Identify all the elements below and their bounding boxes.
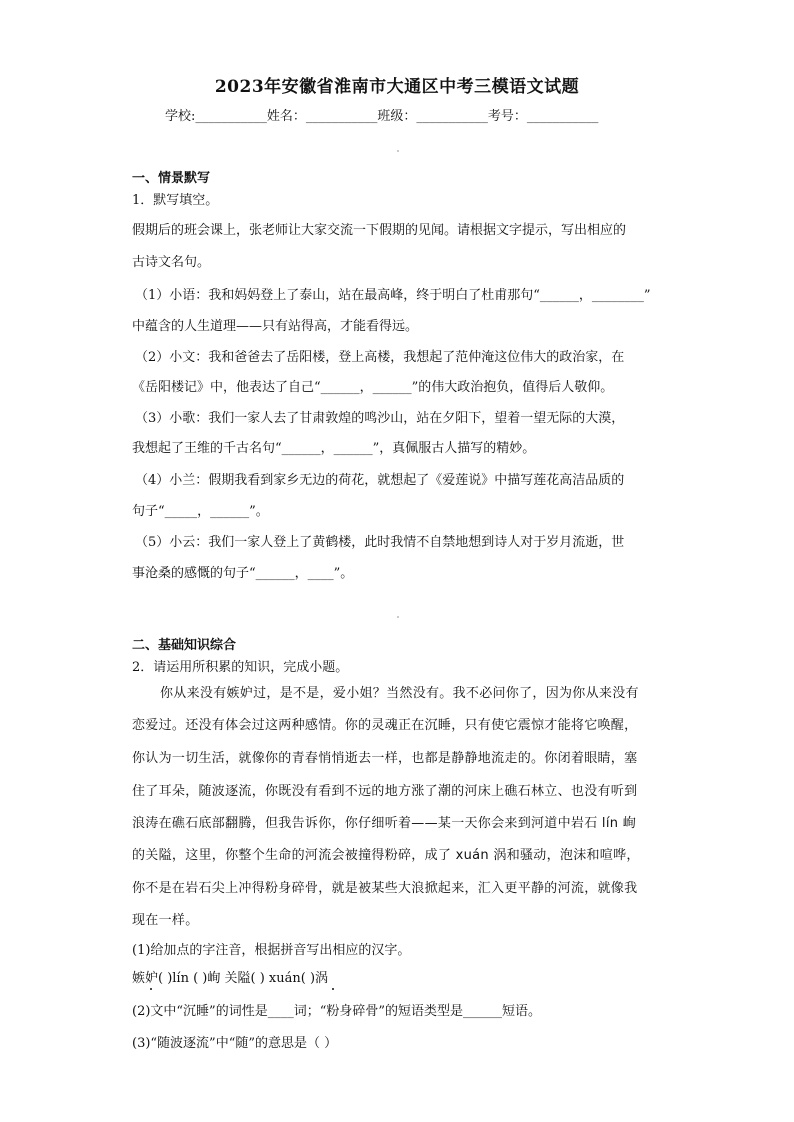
- passage-line-7: 你不是在岩石尖上冲得粉身碎骨，就是被某些大浪掀起来，汇入更平静的河流，就像我: [132, 881, 638, 896]
- sub-question-1-prompt: (1)给加点的字注音，根据拼音写出相应的汉字。: [132, 943, 411, 958]
- question-1-intro-line2: 古诗文名句。: [132, 255, 211, 270]
- question-1-intro-line1: 假期后的班会课上，张老师让大家交流一下假期的见闻。请根据文字提示，写出相应的: [132, 223, 627, 238]
- section-2-heading: 二、基础知识综合: [132, 638, 237, 653]
- emphasis-dot: [150, 988, 152, 990]
- passage-line-1: 你从来没有嫉妒过，是不是，爱小姐？当然没有。我不必问你了，因为你从来没有: [160, 686, 639, 701]
- passage-line-5: 浪涛在礁石底部翻腾，但我告诉你，你仔细听着——某一天你会来到河道中岩石 lín 峋: [132, 816, 637, 831]
- separator-dot: [397, 150, 399, 152]
- emphasis-dot: [332, 988, 334, 990]
- item-4-line1: （4）小兰：假期我看到家乡无边的荷花，就想起了《爱莲说》中描写莲花高洁品质的: [135, 473, 625, 488]
- item-5-line1: （5）小云：我们一家人登上了黄鹤楼，此时我情不自禁地想到诗人对于岁月流逝，世: [135, 535, 625, 550]
- item-4-line2: 句子“_____，______”。: [132, 504, 269, 519]
- passage-line-6: 的关隘，这里，你整个生命的河流会被撞得粉碎，成了 xuán 涡和骚动，泡沫和喧哗，: [132, 848, 640, 863]
- passage-line-2: 恋爱过。还没有体会过这两种感情。你的灵魂正在沉睡，只有使它震惊才能将它唤醒，: [132, 718, 638, 733]
- separator-dot: [397, 616, 399, 618]
- item-1-line2: 中蕴含的人生道理——只有站得高，才能看得远。: [132, 319, 419, 334]
- passage-line-3: 你认为一切生活，就像你的青春悄悄逝去一样，也都是静静地流走的。你闭着眼睛，塞: [132, 751, 638, 766]
- item-3-line1: （3）小歌：我们一家人去了甘肃敦煌的鸣沙山，站在夕阳下，望着一望无际的大漠，: [135, 411, 625, 426]
- sub-question-3: (3)“随波逐流”中“随”的意思是（ ）: [132, 1036, 338, 1051]
- item-1-line1: （1）小语：我和妈妈登上了泰山，站在最高峰，终于明白了杜甫那句“______，________”: [135, 288, 651, 303]
- section-1-heading: 一、情景默写: [132, 171, 211, 186]
- item-2-line1: （2）小文：我和爸爸去了岳阳楼，登上高楼，我想起了范仲淹这位伟大的政治家，在: [135, 350, 625, 365]
- question-2-number: 2．请运用所积累的知识，完成小题。: [132, 660, 349, 675]
- passage-line-4: 住了耳朵，随波逐流，你既没有看到不远的地方涨了潮的河床上礁石林立、也没有听到: [132, 784, 638, 799]
- exam-title: 2023年安徽省淮南市大通区中考三模语文试题: [214, 77, 580, 97]
- item-2-line2: 《岳阳楼记》中，他表达了自己“______，______”的伟大政治抱负，值得后人敬仰。: [132, 380, 614, 395]
- item-5-line2: 事沧桑的感慨的句子“______，____”。: [132, 566, 354, 581]
- sub-question-1-answers: 嫉妒( )lín ( )峋 关隘( ) xuán( )涡: [132, 971, 329, 986]
- question-1-number: 1．默写填空。: [132, 193, 219, 208]
- student-info-line: 学校:___________姓名：___________班级：___________考号：___________: [165, 109, 599, 124]
- item-3-line2: 我想起了王维的千古名句“______，______”，真佩服古人描写的精妙。: [132, 441, 536, 456]
- sub-question-2: (2)文中“沉睡”的词性是____词；“粉身碎骨”的短语类型是______短语。: [132, 1004, 541, 1019]
- passage-line-8: 现在一样。: [132, 913, 199, 928]
